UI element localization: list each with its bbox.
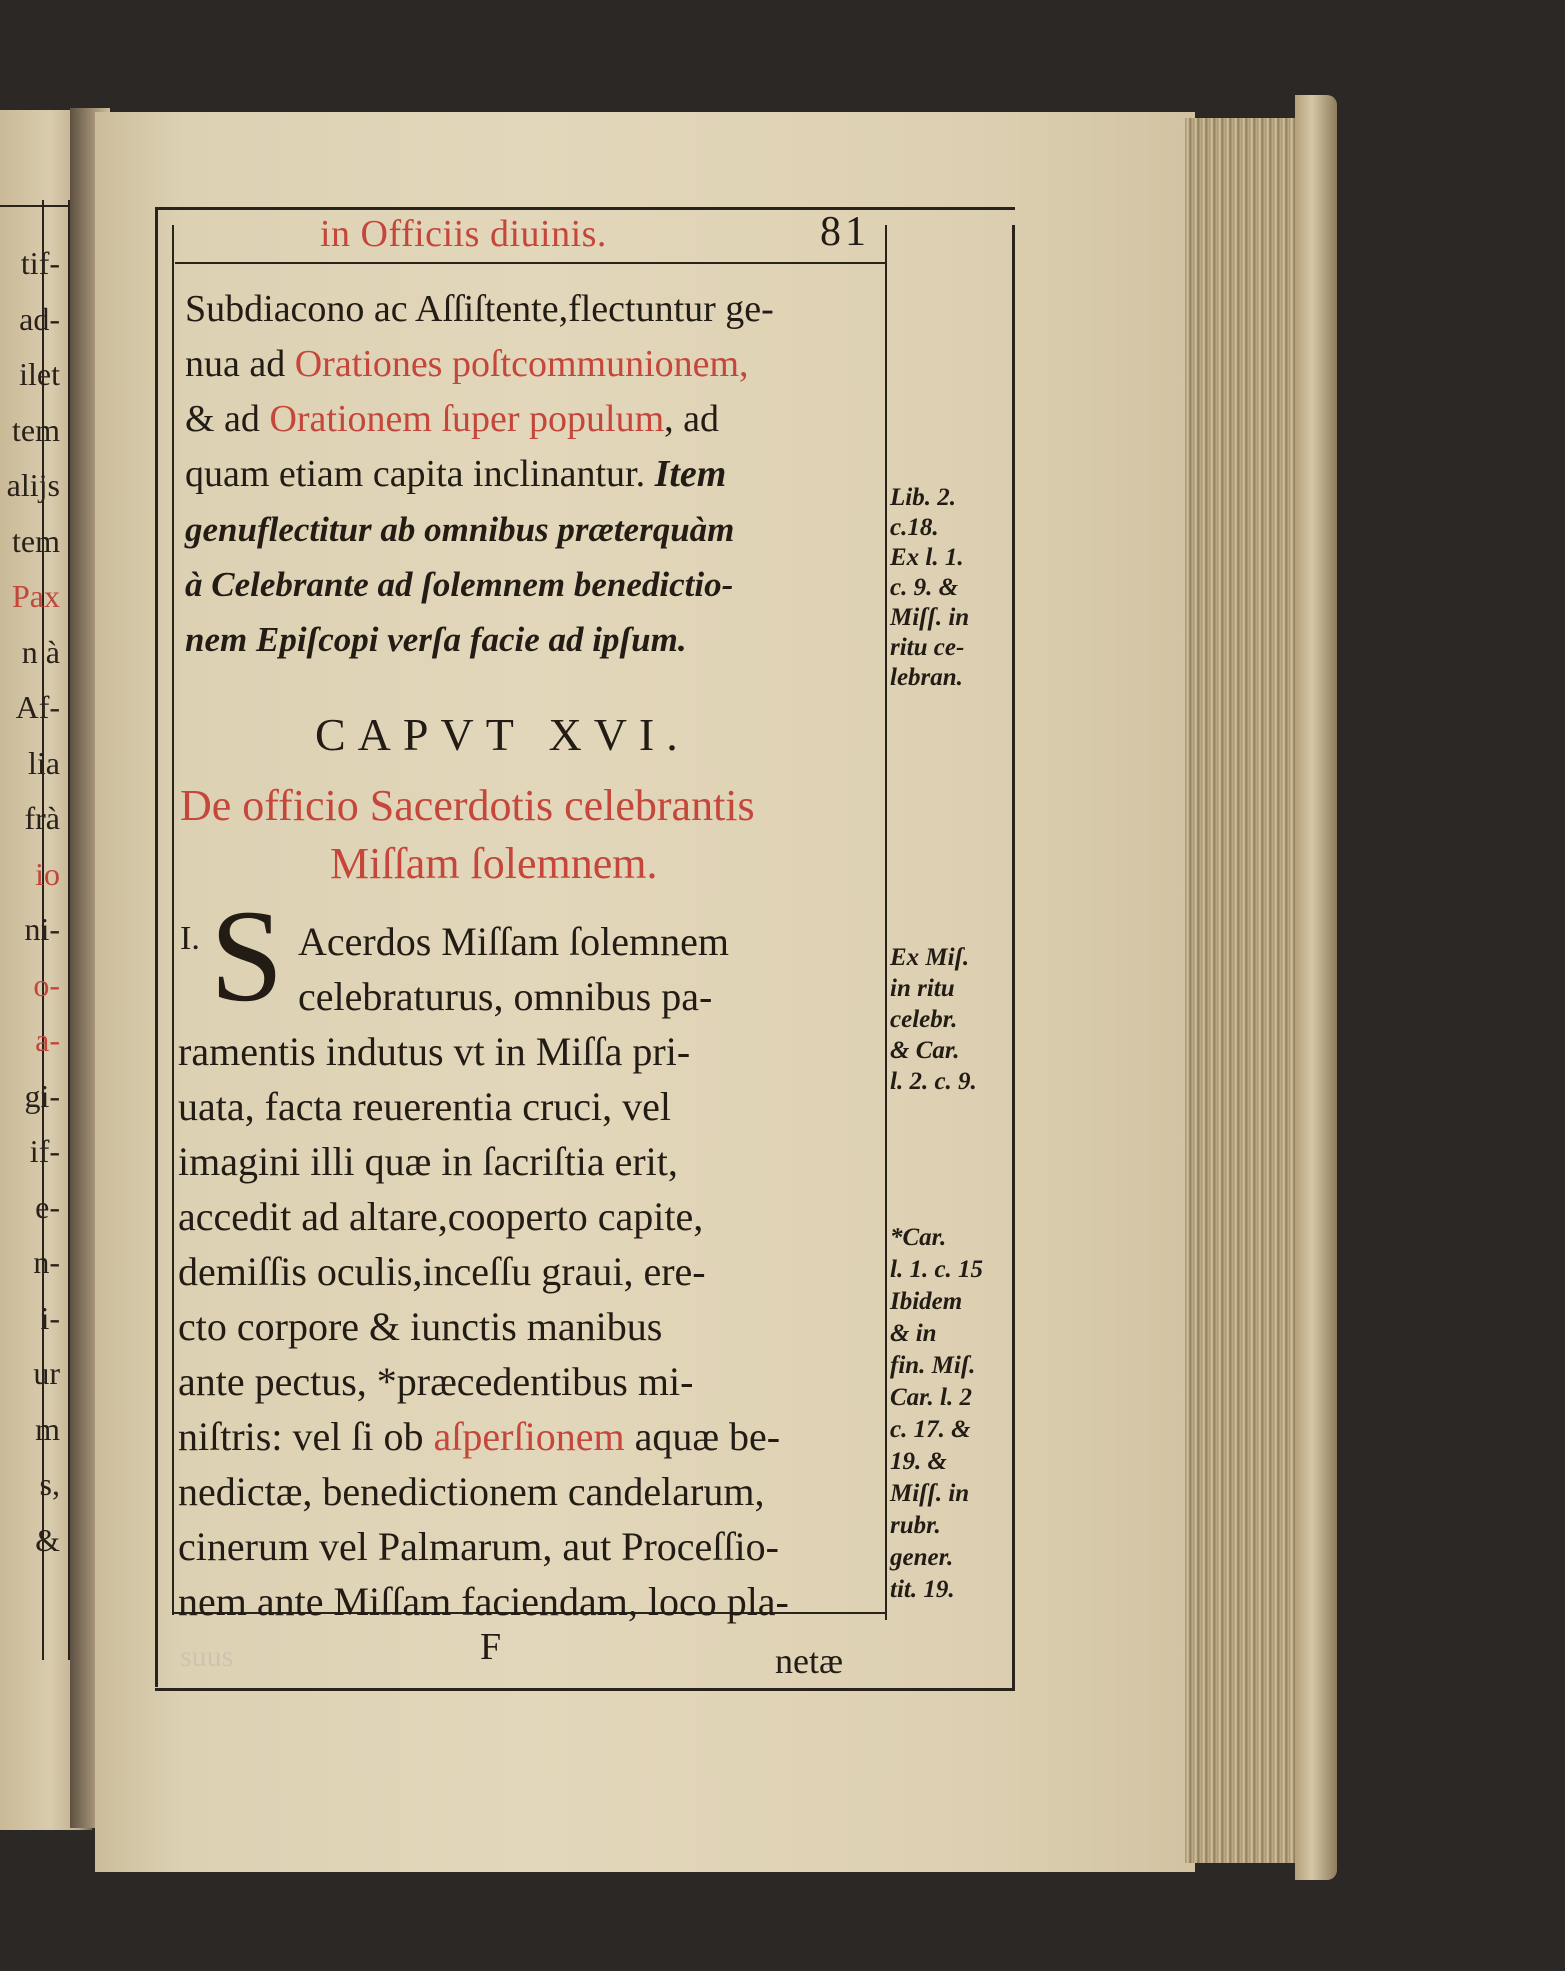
text-segment: Item <box>654 453 727 495</box>
margin-note-line: in ritu <box>890 975 955 1002</box>
left-page-line: Pax <box>12 578 60 614</box>
text-line <box>178 1414 878 1459</box>
text-segment: & ad <box>185 398 270 440</box>
margin-note-line: 19. & <box>890 1448 947 1475</box>
text-segment: cinerum vel Palmarum, aut Proceſſio- <box>178 1524 779 1569</box>
margin-note-line: Car. l. 2 <box>890 1384 972 1411</box>
text-segment: celebraturus, omnibus pa- <box>298 974 713 1019</box>
left-page-line: a- <box>35 1022 60 1058</box>
left-page-line: ni- <box>24 911 60 947</box>
header-rule <box>175 262 887 264</box>
text-segment: , ad <box>664 398 720 440</box>
text-segment: demiſſis oculis,inceſſu graui, ere- <box>178 1249 706 1294</box>
margin-note-line: rubr. <box>890 1512 941 1539</box>
frame-top-rule <box>155 207 1015 210</box>
text-line <box>178 1029 878 1074</box>
chapter-title-line-1: De officio Sacerdotis celebrantis <box>180 781 755 830</box>
margin-note-line: l. 1. c. 15 <box>890 1256 984 1283</box>
left-page-line: io <box>35 855 60 892</box>
text-line <box>178 1249 878 1294</box>
italic-text-line: nem Epiſcopi verſa facie ad ipſum. <box>185 620 687 659</box>
drop-cap: S <box>210 882 284 1029</box>
text-line <box>178 1524 878 1569</box>
left-rule <box>0 205 70 207</box>
book-cover-edge <box>1295 95 1337 1880</box>
left-page-line: gi- <box>24 1077 60 1114</box>
text-segment: ante pectus, *præcedentibus mi- <box>178 1359 694 1404</box>
chapter-title-line-2: Miſſam ſolemnem. <box>330 839 658 888</box>
frame-left-inner <box>172 225 174 1615</box>
left-page-line: ad- <box>19 300 60 337</box>
margin-note-line: Ex Miſ. <box>890 944 970 971</box>
rubric-text: Orationem ſuper populum <box>269 398 665 440</box>
text-line <box>185 455 875 493</box>
fore-edge <box>1185 118 1305 1863</box>
text-segment: nem ante Miſſam faciendam, loco pla- <box>178 1579 789 1624</box>
left-page-line: tem <box>12 522 60 559</box>
left-page-line: lia <box>28 744 60 781</box>
left-page-line: s, <box>39 1466 60 1502</box>
left-page-line: alijs <box>6 467 60 503</box>
text-line <box>178 1139 878 1184</box>
text-line <box>185 345 875 383</box>
text-segment: accedit ad altare,cooperto capite, <box>178 1194 704 1239</box>
left-page-line: if- <box>29 1133 60 1169</box>
left-page-line: i- <box>40 1299 60 1336</box>
text-segment: cto corpore & iunctis manibus <box>178 1304 663 1349</box>
margin-note-line: celebr. <box>890 1006 958 1033</box>
text-segment: niſtris: vel ſi ob <box>178 1414 434 1459</box>
left-page-line: m <box>35 1410 60 1447</box>
text-line <box>185 290 875 328</box>
rubric-text: aſperſionem <box>433 1414 625 1459</box>
margin-note-line: & Car. <box>890 1037 960 1064</box>
left-page-line: tif- <box>20 245 60 281</box>
frame-left-outer <box>155 207 158 1687</box>
left-page-line: & <box>35 1521 60 1558</box>
margin-note-line: *Car. <box>890 1224 947 1251</box>
text-line <box>178 1194 878 1239</box>
left-page-line: o- <box>33 966 60 1003</box>
text-segment: aquæ be- <box>624 1414 781 1459</box>
page-number: 81 <box>820 209 870 255</box>
margin-note-line: c. 17. & <box>890 1416 971 1443</box>
italic-text-line: genuflectitur ab omnibus præterquàm <box>185 510 735 549</box>
rubric-text: Orationes poſtcommunionem, <box>294 343 749 385</box>
text-line <box>185 400 875 438</box>
frame-bottom-rule <box>155 1688 1015 1691</box>
left-page-line: tem <box>12 411 60 448</box>
frame-right-outer <box>1012 225 1015 1690</box>
catchword: netæ <box>775 1641 843 1681</box>
text-line <box>178 1469 878 1514</box>
margin-note-line: tit. 19. <box>890 1576 955 1603</box>
text-line <box>178 1304 878 1349</box>
margin-note-line: Ex l. 1. <box>890 544 964 571</box>
signature-mark: F <box>480 1626 502 1668</box>
text-segment: uata, facta reuerentia cruci, vel <box>178 1084 672 1129</box>
italic-text-line: à Celebrante ad ſolemnem benedictio- <box>185 565 734 604</box>
text-segment: quam etiam capita inclinantur. <box>185 453 655 495</box>
left-page-line: frà <box>24 800 60 836</box>
margin-note-line: ritu ce- <box>890 634 965 661</box>
chapter-heading: CAPVT XVI. <box>315 709 690 760</box>
left-page-line: ur <box>33 1355 60 1391</box>
bleed-through-text: suus <box>180 1640 234 1673</box>
text-segment: ramentis indutus vt in Miſſa pri- <box>178 1029 691 1074</box>
text-segment: nedictæ, benedictionem candelarum, <box>178 1469 765 1514</box>
paragraph-number: I. <box>180 920 200 957</box>
margin-note-line: Ibidem <box>890 1288 963 1315</box>
margin-note-line: Miſſ. in <box>890 604 970 631</box>
margin-note-line: gener. <box>890 1544 954 1571</box>
margin-note-line: & in <box>890 1320 937 1347</box>
running-title: in Officiis diuinis. <box>320 213 607 255</box>
text-line <box>178 1084 878 1129</box>
text-segment: imagini illi quæ in ſacriſtia erit, <box>178 1139 678 1184</box>
margin-note-line: lebran. <box>890 664 963 691</box>
text-segment: Subdiacono ac Aſſiſtente,flectuntur ge- <box>185 288 774 330</box>
margin-note-line: c. 9. & <box>890 574 959 601</box>
left-page-line: Af- <box>15 689 60 725</box>
margin-note-line: fin. Miſ. <box>890 1352 976 1379</box>
left-page-line: n à <box>21 633 60 670</box>
left-page-line: ilet <box>19 356 60 392</box>
margin-note-line: c.18. <box>890 514 939 541</box>
left-page-line: n- <box>33 1244 60 1280</box>
text-line <box>178 1359 878 1404</box>
margin-note-line: Lib. 2. <box>890 484 956 511</box>
text-segment: nua ad <box>185 343 295 385</box>
left-page-line: e- <box>35 1188 60 1225</box>
text-line <box>178 1579 878 1624</box>
margin-note-line: Miſſ. in <box>890 1480 970 1507</box>
margin-note-line: l. 2. c. 9. <box>890 1068 977 1095</box>
text-segment: Acerdos Miſſam ſolemnem <box>298 919 730 964</box>
